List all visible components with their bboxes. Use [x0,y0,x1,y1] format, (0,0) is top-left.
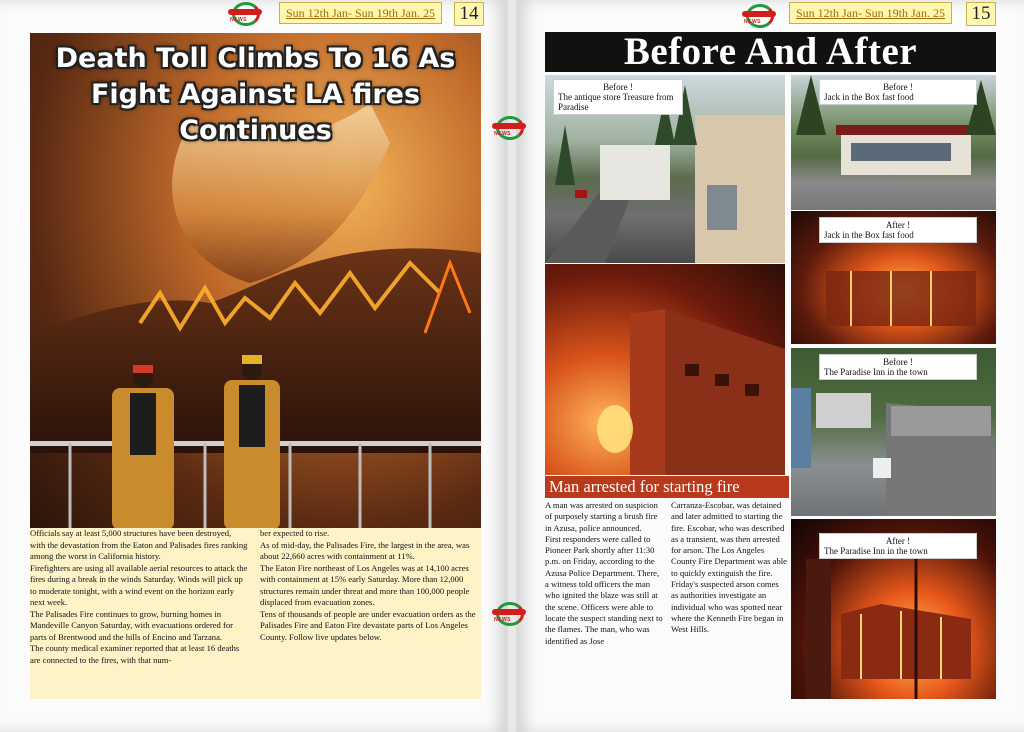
caption-tag: Before ! [603,82,633,92]
arrest-column-1 [545,500,663,647]
store-after-photo [545,264,785,475]
arrest-column-2 [671,500,787,636]
arrest-headline: Man arrested for starting fire [545,476,789,498]
jack-after-photo [791,211,996,344]
news-logo-gutter-top [492,116,526,138]
right-date-banner: Sun 12th Jan- Sun 19th Jan. 25 [789,2,952,24]
paragraph: The Palisades Fire continues to grow, burning homes in Mandeville Canyon Saturday, with evacuations ordered for parts of Brentwood and the hills of Encino and Tarzana. [30,608,234,642]
paragraph: Firefighters are using all available aerial resources to attack the fires during a break in the winds Saturday. Winds will pick up to moderate tonight, with a wind event on the horizon early next week. [30,562,248,607]
paragraph: The Eaton Fire northeast of Los Angeles was at 14,100 acres with containment at 15% early Saturday. More than 12,000 structures remain under threat and more than 100,000 people displaced from evacuation zones. [260,562,470,607]
inn-before-caption [819,354,977,380]
news-logo-gutter-bottom [492,602,526,624]
article-column-2 [260,528,478,643]
jack-before-caption [819,79,977,105]
caption-tag: Before ! [883,82,913,92]
caption-text: Jack in the Box fast food [824,230,914,240]
caption-tag: After ! [885,536,911,546]
inn-before-photo [791,348,996,516]
paragraph: ber expected to rise. [260,528,330,538]
logo-text: NEWS [230,17,247,23]
article-column-1 [30,528,248,666]
caption-tag: After ! [885,220,911,230]
logo-text: NEWS [494,131,511,137]
jack-before-photo [791,75,996,210]
left-date-banner: Sun 12th Jan- Sun 19th Jan. 25 [279,2,442,24]
paragraph: Carranza-Escobar, was detained and later admitted to starting the fire. Escobar, who was described as a transient, was then arrested for arson. The Los Angeles County Fire Department was able to quickly extinguish the fire. [671,500,787,578]
news-logo-right [742,4,776,26]
jack-after-caption [819,217,977,243]
caption-text: The Paradise Inn in the town [824,367,928,377]
caption-tag: Before ! [883,357,913,367]
right-page-number: 15 [966,2,996,26]
caption-text: The antique store Treasure from Paradise [558,92,674,112]
before-after-title: Before And After [545,32,996,72]
caption-text: Jack in the Box fast food [824,92,914,102]
inn-after-caption [819,533,977,559]
store-before-caption [553,79,683,115]
main-headline: Death Toll Climbs To 16 As Fight Against LA fires Continues [55,43,456,146]
paragraph: First responders were called to Pioneer Park shortly after 11:30 p.m. on Friday, according to the Azusa Police Department. There, a witness told officers the man who ignited the blaze was still at the scene. Officers were able to locate the suspect standing next to the flames. The man, who was identified as Jose [545,533,663,646]
inn-after-photo [791,519,996,699]
wildfire-hero-photo [30,33,481,530]
paragraph: As of mid-day, the Palisades Fire, the largest in the area, was about 22,660 acres with containment at 11%. [260,539,470,561]
paragraph: The county medical examiner reported that at least 16 deaths are connected to the fires, with that num- [30,643,240,665]
paragraph: Officials say at least 5,000 structures have been destroyed, with the devastation from the Eaton and Palisades fires ranking among the worst in California history. [30,528,248,561]
left-page-number: 14 [454,2,484,26]
paragraph: Friday's suspected arson comes as authorities investigate an individual who was spotted near where the Kenneth Fire began in West Hills. [671,579,784,635]
news-logo-left [228,2,262,24]
paragraph: A man was arrested on suspicion of purposely starting a brush fire in Azusa, police announced. [545,500,658,533]
fire-article [30,528,481,699]
caption-text: The Paradise Inn in the town [824,546,928,556]
paragraph: Tens of thousands of people are under evacuation orders as the Palisades Fire and Eaton Fire devastate parts of Los Angeles County. Follow live updates below. [260,608,476,642]
store-before-photo [545,75,785,263]
logo-text: NEWS [494,617,511,623]
logo-text: NEWS [744,19,761,25]
